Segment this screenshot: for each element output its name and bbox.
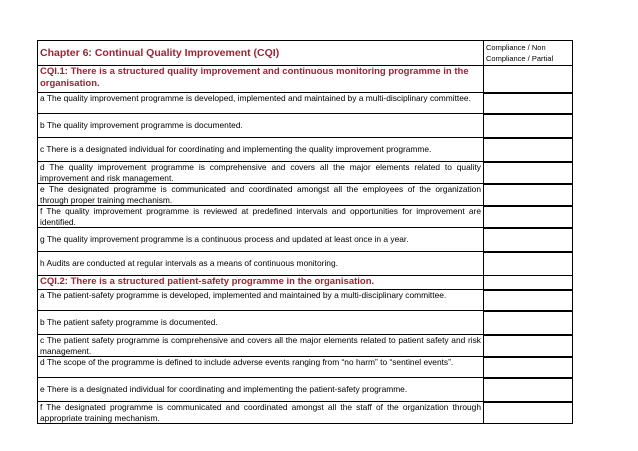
- compliance-cell[interactable]: [484, 290, 573, 311]
- compliance-cell[interactable]: [484, 252, 573, 276]
- standard-cqi1-h: h Audits are conducted at regular intervals as a means of continuous monitoring.: [38, 252, 484, 276]
- compliance-cell[interactable]: [484, 311, 573, 335]
- section-heading-row: [38, 276, 573, 290]
- standard-cqi1-b: b The quality improvement programme is documented.: [38, 114, 484, 138]
- standard-row: [38, 162, 573, 184]
- standard-cqi2-f: f The designated programme is communicated and coordinated amongst all the staff of the organization through appropriate training mechanism.: [38, 402, 484, 424]
- standard-row: [38, 335, 573, 357]
- compliance-cell[interactable]: [484, 184, 573, 206]
- compliance-cell[interactable]: [484, 114, 573, 138]
- standard-row: [38, 311, 573, 335]
- standard-row: [38, 252, 573, 276]
- standard-cqi2-d: d The scope of the programme is defined to include adverse events ranging from “no harm” to “sentinel events”.: [38, 357, 484, 378]
- compliance-cell[interactable]: [484, 378, 573, 402]
- compliance-cell[interactable]: [484, 276, 573, 290]
- section-heading-cqi1: CQI.1: There is a structured quality improvement and continuous monitoring programme in the organisation.: [38, 66, 484, 93]
- standard-cqi1-c: c There is a designated individual for coordinating and implementing the quality improvement programme.: [38, 138, 484, 162]
- standards-table: [37, 40, 573, 424]
- chapter-header-row: [38, 41, 573, 66]
- compliance-cell[interactable]: [484, 138, 573, 162]
- standard-row: [38, 184, 573, 206]
- compliance-header-line2: Compliance / Partial: [486, 54, 554, 63]
- section-heading-row: [38, 66, 573, 93]
- compliance-cell[interactable]: [484, 93, 573, 114]
- standard-cqi2-e: e There is a designated individual for coordinating and implementing the patient-safety programme.: [38, 378, 484, 402]
- standard-row: [38, 138, 573, 162]
- standard-cqi1-f: f The quality improvement programme is reviewed at predefined intervals and opportunities for improvement are identified.: [38, 206, 484, 228]
- standard-cqi2-b: b The patient safety programme is documented.: [38, 311, 484, 335]
- compliance-cell[interactable]: [484, 228, 573, 252]
- standard-cqi1-e: e The designated programme is communicated and coordinated amongst all the employees of the organization through proper training mechanism.: [38, 184, 484, 206]
- standard-row: [38, 357, 573, 378]
- standard-row: [38, 228, 573, 252]
- standard-cqi1-g: g The quality improvement programme is a continuous process and updated at least once in a year.: [38, 228, 484, 252]
- compliance-header: [484, 41, 573, 66]
- chapter-title: Chapter 6: Continual Quality Improvement (CQI): [38, 41, 484, 66]
- standard-row: [38, 402, 573, 424]
- standard-row: [38, 378, 573, 402]
- compliance-header-line1: Compliance / Non: [486, 43, 546, 52]
- standard-cqi2-a: a The patient-safety programme is developed, implemented and maintained by a multi-disciplinary committee.: [38, 290, 484, 311]
- standard-row: [38, 206, 573, 228]
- section-heading-cqi2: CQI.2: There is a structured patient-safety programme in the organisation.: [38, 276, 484, 290]
- standard-row: [38, 290, 573, 311]
- standard-cqi2-c: c The patient safety programme is comprehensive and covers all the major elements related to patient safety and risk management.: [38, 335, 484, 357]
- compliance-cell[interactable]: [484, 357, 573, 378]
- compliance-cell[interactable]: [484, 66, 573, 93]
- compliance-cell[interactable]: [484, 402, 573, 424]
- compliance-cell[interactable]: [484, 206, 573, 228]
- compliance-cell[interactable]: [484, 335, 573, 357]
- standard-row: [38, 114, 573, 138]
- compliance-cell[interactable]: [484, 162, 573, 184]
- standard-row: [38, 93, 573, 114]
- standard-cqi1-d: d The quality improvement programme is comprehensive and covers all the major elements related to quality improvement and risk management.: [38, 162, 484, 184]
- standard-cqi1-a: a The quality improvement programme is developed, implemented and maintained by a multi-disciplinary committee.: [38, 93, 484, 114]
